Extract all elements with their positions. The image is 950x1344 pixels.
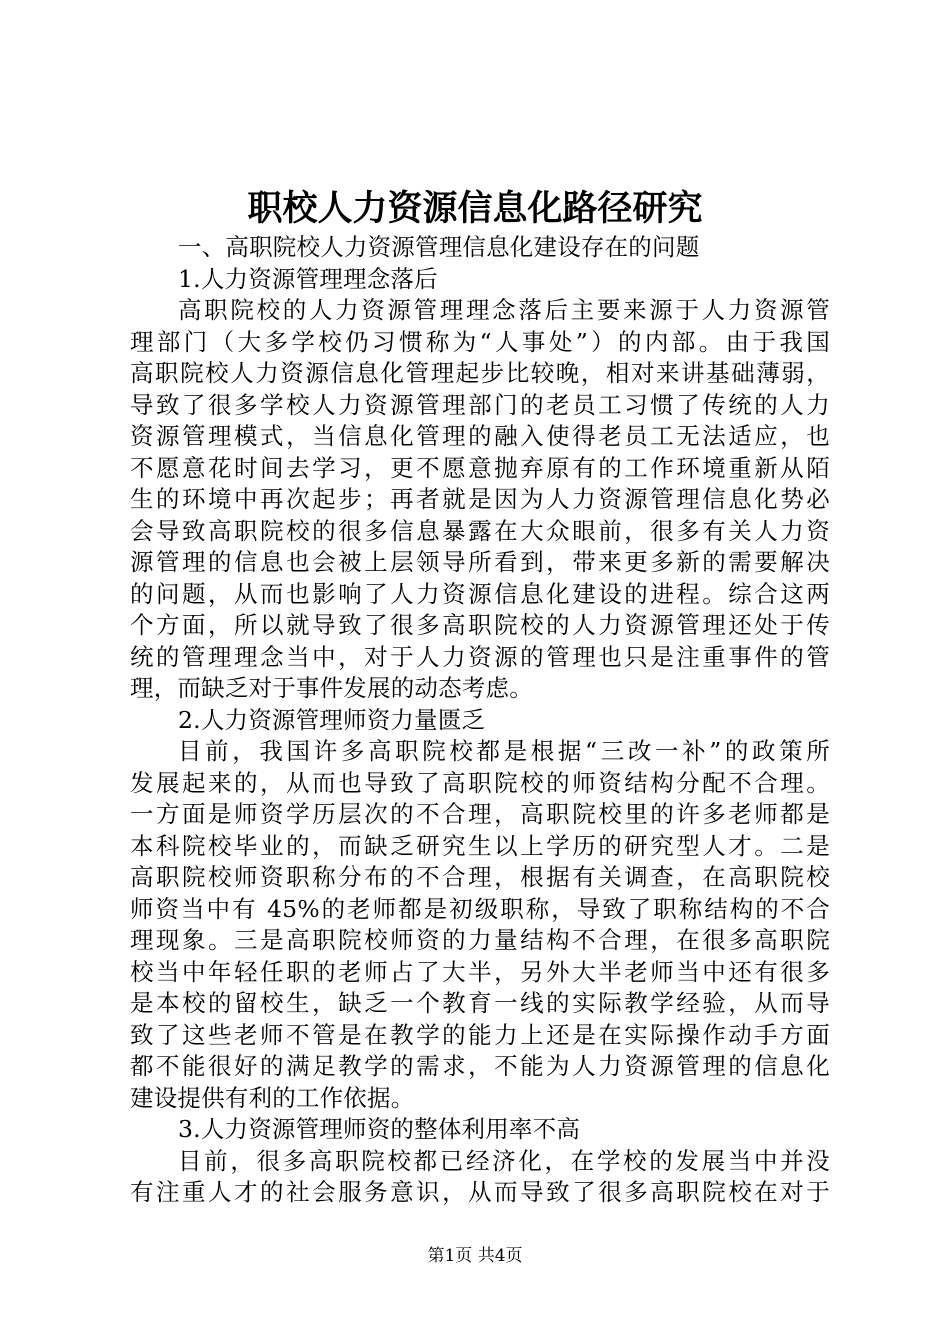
body-line: 是本校的留校生，缺乏一个教育一线的实际教学经验，从而导: [130, 989, 830, 1017]
body-line: 高职院校的人力资源管理理念落后主要来源于人力资源管: [178, 296, 830, 324]
body-line: 本科院校毕业的，而缺乏研究生以上学历的研究型人才。二是: [130, 831, 830, 860]
body-line: 源管理的信息也会被上层领导所看到，带来更多新的需要解决: [130, 548, 830, 576]
body-line: 导致了很多学校人力资源管理部门的老员工习惯了传统的人力: [130, 390, 830, 419]
body-line: 理部门（大多学校仍习惯称为“人事处”）的内部。由于我国: [130, 327, 830, 356]
body-line: 都不能很好的满足教学的需求，不能为人力资源管理的信息化: [130, 1052, 830, 1080]
body-line: 3.人力资源管理师资的整体利用率不高: [178, 1115, 581, 1143]
body-line: 致了这些老师不管是在教学的能力上还是在实际操作动手方面: [130, 1020, 830, 1049]
page-footer: 第1页 共4页: [427, 1246, 523, 1266]
body-line: 高职院校人力资源信息化管理起步比较晚，相对来讲基础薄弱，: [130, 359, 830, 387]
body-line: 校当中年轻任职的老师占了大半，另外大半老师当中还有很多: [130, 957, 830, 986]
body-line: 不愿意花时间去学习，更不愿意抛弃原有的工作环境重新从陌: [130, 453, 830, 482]
body-line: 一方面是师资学历层次的不合理，高职院校里的许多老师都是: [130, 800, 830, 828]
document-body: [130, 232, 830, 1209]
body-line: 一、高职院校人力资源管理信息化建设存在的问题: [178, 233, 700, 261]
body-line: 个方面，所以就导致了很多高职院校的人力资源管理还处于传: [130, 611, 830, 639]
body-line: 目前，我国许多高职院校都是根据“三改一补”的政策所: [178, 737, 830, 765]
body-line: 理现象。三是高职院校师资的力量结构不合理，在很多高职院: [130, 926, 830, 954]
body-line: 师资当中有 45%的老师都是初级职称，导致了职称结构的不合: [130, 894, 830, 923]
body-line: 生的环境中再次起步；再者就是因为人力资源管理信息化势必: [130, 485, 830, 513]
body-line: 资源管理模式，当信息化管理的融入使得老员工无法适应，也: [130, 422, 830, 450]
body-line: 建设提供有利的工作依据。: [130, 1083, 415, 1112]
document-title: 职校人力资源信息化路径研究: [247, 188, 703, 229]
body-line: 理，而缺乏对于事件发展的动态考虑。: [130, 674, 533, 702]
body-line: 高职院校师资职称分布的不合理，根据有关调查，在高职院校: [130, 863, 830, 891]
body-line: 有注重人才的社会服务意识，从而导致了很多高职院校在对于: [130, 1178, 830, 1206]
body-line: 会导致高职院校的很多信息暴露在大众眼前，很多有关人力资: [130, 516, 830, 545]
body-line: 2.人力资源管理师资力量匮乏: [178, 705, 486, 734]
body-line: 1.人力资源管理理念落后: [178, 264, 438, 293]
body-line: 统的管理理念当中，对于人力资源的管理也只是注重事件的管: [130, 642, 830, 671]
body-line: 的问题，从而也影响了人力资源信息化建设的进程。综合这两: [130, 579, 830, 608]
body-line: 目前，很多高职院校都已经济化，在学校的发展当中并没: [178, 1146, 830, 1175]
body-line: 发展起来的，从而也导致了高职院校的师资结构分配不合理。: [130, 768, 830, 797]
